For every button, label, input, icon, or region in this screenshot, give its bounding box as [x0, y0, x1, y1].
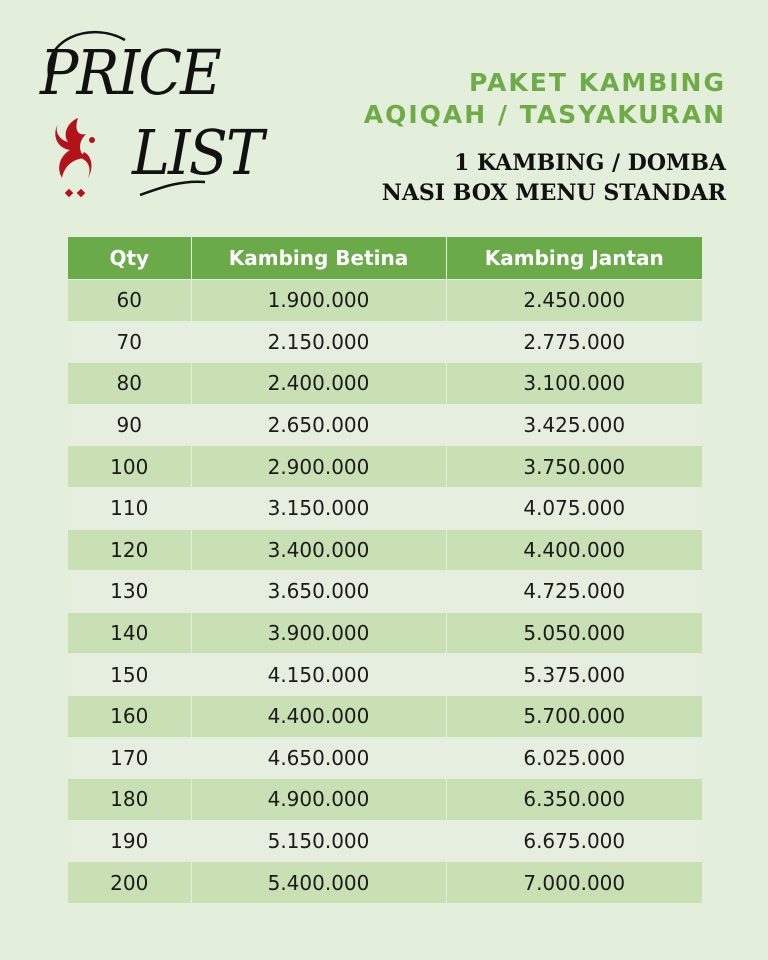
cell-kambing-betina: 2.900.000 [191, 446, 446, 488]
cell-kambing-betina: 2.650.000 [191, 404, 446, 446]
cell-kambing-betina: 2.400.000 [191, 363, 446, 405]
table-row [68, 779, 702, 821]
cell-kambing-betina: 3.150.000 [191, 487, 446, 529]
heading-aqiqah-tasyakuran: AQIQAH / TASYAKURAN [363, 100, 726, 129]
title-price: PRICE [40, 36, 220, 109]
cell-qty: 140 [68, 612, 191, 654]
cell-qty: 100 [68, 446, 191, 488]
cell-kambing-jantan: 6.025.000 [446, 737, 702, 779]
cell-qty: 190 [68, 820, 191, 862]
table-row [68, 446, 702, 488]
cell-kambing-betina: 2.150.000 [191, 321, 446, 363]
cell-qty: 170 [68, 737, 191, 779]
cell-qty: 110 [68, 487, 191, 529]
red-crescent-logo-icon [48, 112, 100, 208]
table-row [68, 737, 702, 779]
cell-kambing-jantan: 6.675.000 [446, 820, 702, 862]
table-row [68, 487, 702, 529]
cell-kambing-jantan: 5.700.000 [446, 695, 702, 737]
title-list: LIST [132, 116, 263, 189]
cell-kambing-jantan: 6.350.000 [446, 779, 702, 821]
table-row [68, 404, 702, 446]
header-qty: Qty [68, 237, 191, 280]
cell-kambing-jantan: 5.375.000 [446, 654, 702, 696]
cell-kambing-jantan: 5.050.000 [446, 612, 702, 654]
cell-qty: 180 [68, 779, 191, 821]
cell-qty: 80 [68, 363, 191, 405]
heading-paket-kambing: PAKET KAMBING [469, 68, 726, 97]
cell-qty: 130 [68, 571, 191, 613]
cell-kambing-jantan: 4.400.000 [446, 529, 702, 571]
header-kambing-jantan: Kambing Jantan [446, 237, 702, 280]
table-header-row [68, 237, 702, 280]
cell-kambing-betina: 4.150.000 [191, 654, 446, 696]
cell-kambing-betina: 4.900.000 [191, 779, 446, 821]
table-row [68, 695, 702, 737]
table-row [68, 820, 702, 862]
price-table [68, 237, 702, 903]
cell-kambing-betina: 1.900.000 [191, 280, 446, 322]
cell-qty: 200 [68, 862, 191, 903]
cell-kambing-jantan: 3.750.000 [446, 446, 702, 488]
cell-kambing-jantan: 4.725.000 [446, 571, 702, 613]
cell-kambing-jantan: 2.775.000 [446, 321, 702, 363]
cell-qty: 70 [68, 321, 191, 363]
cell-kambing-jantan: 3.425.000 [446, 404, 702, 446]
cell-qty: 160 [68, 695, 191, 737]
cell-qty: 120 [68, 529, 191, 571]
cell-qty: 60 [68, 280, 191, 322]
table-row [68, 280, 702, 322]
table-row [68, 529, 702, 571]
table-body [68, 280, 702, 903]
table-row [68, 571, 702, 613]
cell-kambing-betina: 5.400.000 [191, 862, 446, 903]
cell-kambing-betina: 3.900.000 [191, 612, 446, 654]
cell-kambing-betina: 4.650.000 [191, 737, 446, 779]
cell-qty: 90 [68, 404, 191, 446]
cell-kambing-jantan: 3.100.000 [446, 363, 702, 405]
heading-kambing-domba: 1 KAMBING / DOMBA [453, 150, 726, 176]
table-row [68, 654, 702, 696]
cell-kambing-betina: 4.400.000 [191, 695, 446, 737]
table-row [68, 862, 702, 903]
cell-kambing-jantan: 4.075.000 [446, 487, 702, 529]
cell-kambing-jantan: 7.000.000 [446, 862, 702, 903]
table-row [68, 612, 702, 654]
table-row [68, 321, 702, 363]
cell-kambing-betina: 5.150.000 [191, 820, 446, 862]
cell-kambing-jantan: 2.450.000 [446, 280, 702, 322]
cell-qty: 150 [68, 654, 191, 696]
heading-nasi-box: NASI BOX MENU STANDAR [381, 180, 726, 206]
header-kambing-betina: Kambing Betina [191, 237, 446, 280]
cell-kambing-betina: 3.650.000 [191, 571, 446, 613]
cell-kambing-betina: 3.400.000 [191, 529, 446, 571]
table-row [68, 363, 702, 405]
